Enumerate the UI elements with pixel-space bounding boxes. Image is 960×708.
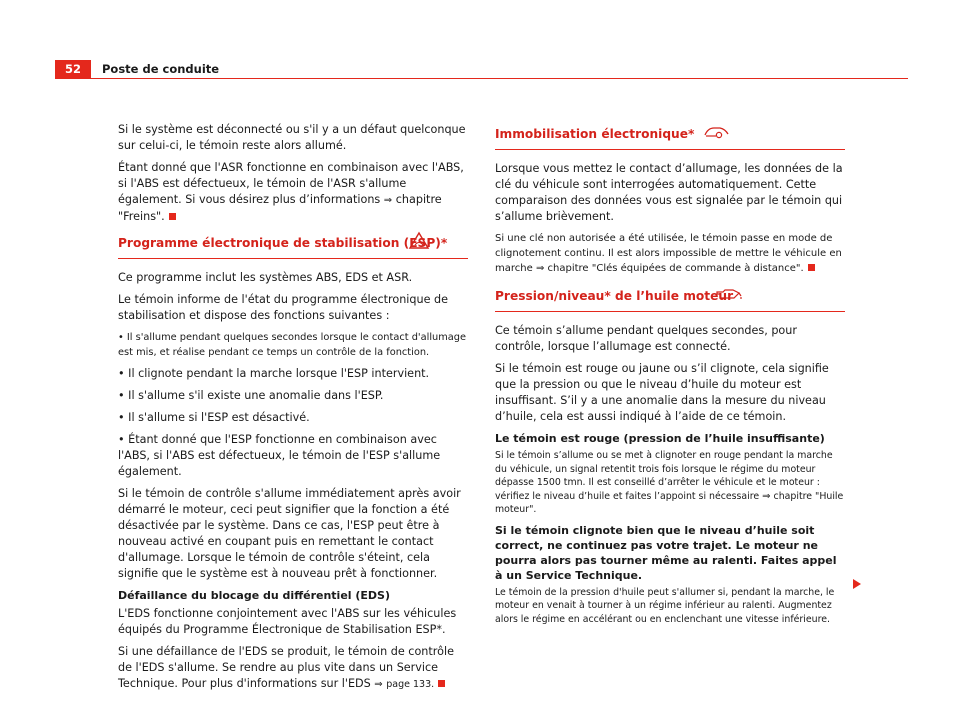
arrow-icon: ⇒ (383, 195, 393, 206)
immobilizer-section-heading (495, 126, 845, 150)
esp-bullet-4: • Il s'allume si l'ESP est désactivé. (118, 411, 310, 424)
oil-red-paragraph (495, 449, 845, 517)
keys-reference[interactable]: chapitre "Clés équipées de commande à distance". (547, 263, 804, 274)
esp-paragraph-2: Le témoin informe de l'état du programme électronique de stabilisation et dispose des fonctions suivantes : (118, 293, 449, 322)
oil-blinking-heading: Si le témoin clignote bien que le niveau d’huile soit correct, ne continuez pas votre trajet. Le moteur ne pourra alors pas tourner même au ralenti. Faites appel à un Service Technique. (495, 523, 837, 582)
oil-paragraph-2: Si le témoin est rouge ou jaune ou s’il clignote, cela signifie que la pression ou que le niveau d’huile du moteur est insuffisant. S’il y a une anomalie dans la mesure du niveau d’huile, cela est aussi indiqué à l’aide de ce témoin. (495, 362, 829, 423)
immobilizer-text: Si une clé non autorisée a été utilisée, le témoin passe en mode de clignotement continu. Il est alors impossible de mettre le véhicule en marche (495, 233, 842, 274)
eds-heading: Défaillance du blocage du différentiel (EDS) (118, 589, 390, 602)
end-of-section-icon (438, 680, 445, 687)
right-column (495, 126, 845, 632)
esp-bullet-3: • Il s'allume s'il existe une anomalie dans l'ESP. (118, 389, 384, 402)
intro-paragraph: Si le système est déconnecté ou s'il y a un défaut quelconque sur celui-ci, le témoin reste alors allumé. (118, 123, 466, 152)
next-page-arrow-icon[interactable] (852, 574, 862, 593)
esp-title: Programme électronique de stabilisation (ESP)* (118, 236, 448, 250)
esp-paragraph-1: Ce programme inclut les systèmes ABS, EDS et ASR. (118, 271, 413, 284)
car-key-icon (703, 122, 731, 145)
left-column (118, 122, 468, 699)
oil-red-heading: Le témoin est rouge (pression de l’huile insuffisante) (495, 432, 825, 445)
immobilizer-paragraph-2 (495, 231, 845, 276)
oil-blinking-paragraph: Le témoin de la pression d'huile peut s'allumer si, pendant la marche, le moteur en venait à tourner à un régime inférieur au ralenti. Augmentez alors le régime en accélérant ou en enclenchant une vitesse inférieure. (495, 586, 835, 625)
oil-can-icon (713, 284, 743, 307)
end-of-section-icon (808, 264, 815, 271)
eds-paragraph-2 (118, 644, 468, 693)
page-number: 52 (55, 60, 91, 78)
engine-oil-reference[interactable]: chapitre "Huile moteur". (495, 490, 844, 515)
esp-bullet-5: • Étant donné que l'ESP fonctionne en combinaison avec l'ABS, si l'ABS est défectueux, le témoin de l'ESP s'allume également. (118, 433, 441, 478)
oil-paragraph-1: Ce témoin s’allume pendant quelques secondes, pour contrôle, lorsque l’allumage est connecté. (495, 324, 797, 353)
esp-bullet-2: • Il clignote pendant la marche lorsque l'ESP intervient. (118, 367, 430, 380)
page-header-title: Poste de conduite (102, 62, 220, 76)
esp-paragraph-3: Si le témoin de contrôle s'allume immédiatement après avoir démarré le moteur, ceci peut signifier que la fonction a été désactivée par le système. Dans ce cas, l'ESP peut être à nouveau activé en coupant puis en remettant le contact d'allumage. Lorsque le témoin de contrôle s'éteint, cela signifie que le système est à nouveau prêt à fonctionner. (118, 487, 461, 580)
oil-title: Pression/niveau* de l’huile moteur (495, 289, 734, 303)
oil-red-text: Si le témoin s’allume ou se met à clignoter en rouge pendant la marche du véhicule, un signal retentit trois fois lorsque le régime du moteur dépasse 1500 tmn. Il est conseillé d’arrêter le véhicule et le moteur : vérifiez le niveau d’huile et faites l’appoint si nécessaire (495, 450, 833, 502)
arrow-icon: ⇒ (762, 490, 771, 502)
eds-text: Si une défaillance de l'EDS se produit, le témoin de contrôle de l'EDS s'allume. Se rendre au plus vite dans un Service Technique. Pour plus d'informations sur l'EDS (118, 645, 454, 690)
triangle-warning-icon (408, 231, 430, 256)
arrow-icon: ⇒ (535, 263, 545, 274)
esp-section-heading (118, 235, 468, 259)
end-of-section-icon (169, 213, 176, 220)
header-rule (55, 78, 908, 79)
freins-reference[interactable]: chapitre "Freins". (118, 193, 442, 223)
eds-paragraph-1: L'EDS fonctionne conjointement avec l'ABS sur les véhicules équipés du Programme Électronique de Stabilisation ESP*. (118, 607, 457, 636)
immobilizer-paragraph-1: Lorsque vous mettez le contact d’allumage, les données de la clé du véhicule sont interrogées automatiquement. Cette comparaison des données vous est signalée par le témoin qui s’allume brièvement. (495, 162, 843, 223)
arrow-icon: ⇒ (374, 679, 383, 690)
oil-section-heading (495, 288, 845, 312)
asr-paragraph (118, 160, 468, 225)
esp-bullet-1: • Il s'allume pendant quelques secondes lorsque le contact d'allumage est mis, et réalise pendant ce temps un contrôle de la fonction. (118, 332, 467, 358)
page-133-reference[interactable]: page 133. (386, 679, 435, 690)
asr-text: Étant donné que l'ASR fonctionne en combinaison avec l'ABS, si l'ABS est défectueux, le témoin de l'ASR s'allume également. Si vous désirez plus d’informations (118, 161, 464, 206)
immobilizer-title: Immobilisation électronique* (495, 127, 695, 141)
